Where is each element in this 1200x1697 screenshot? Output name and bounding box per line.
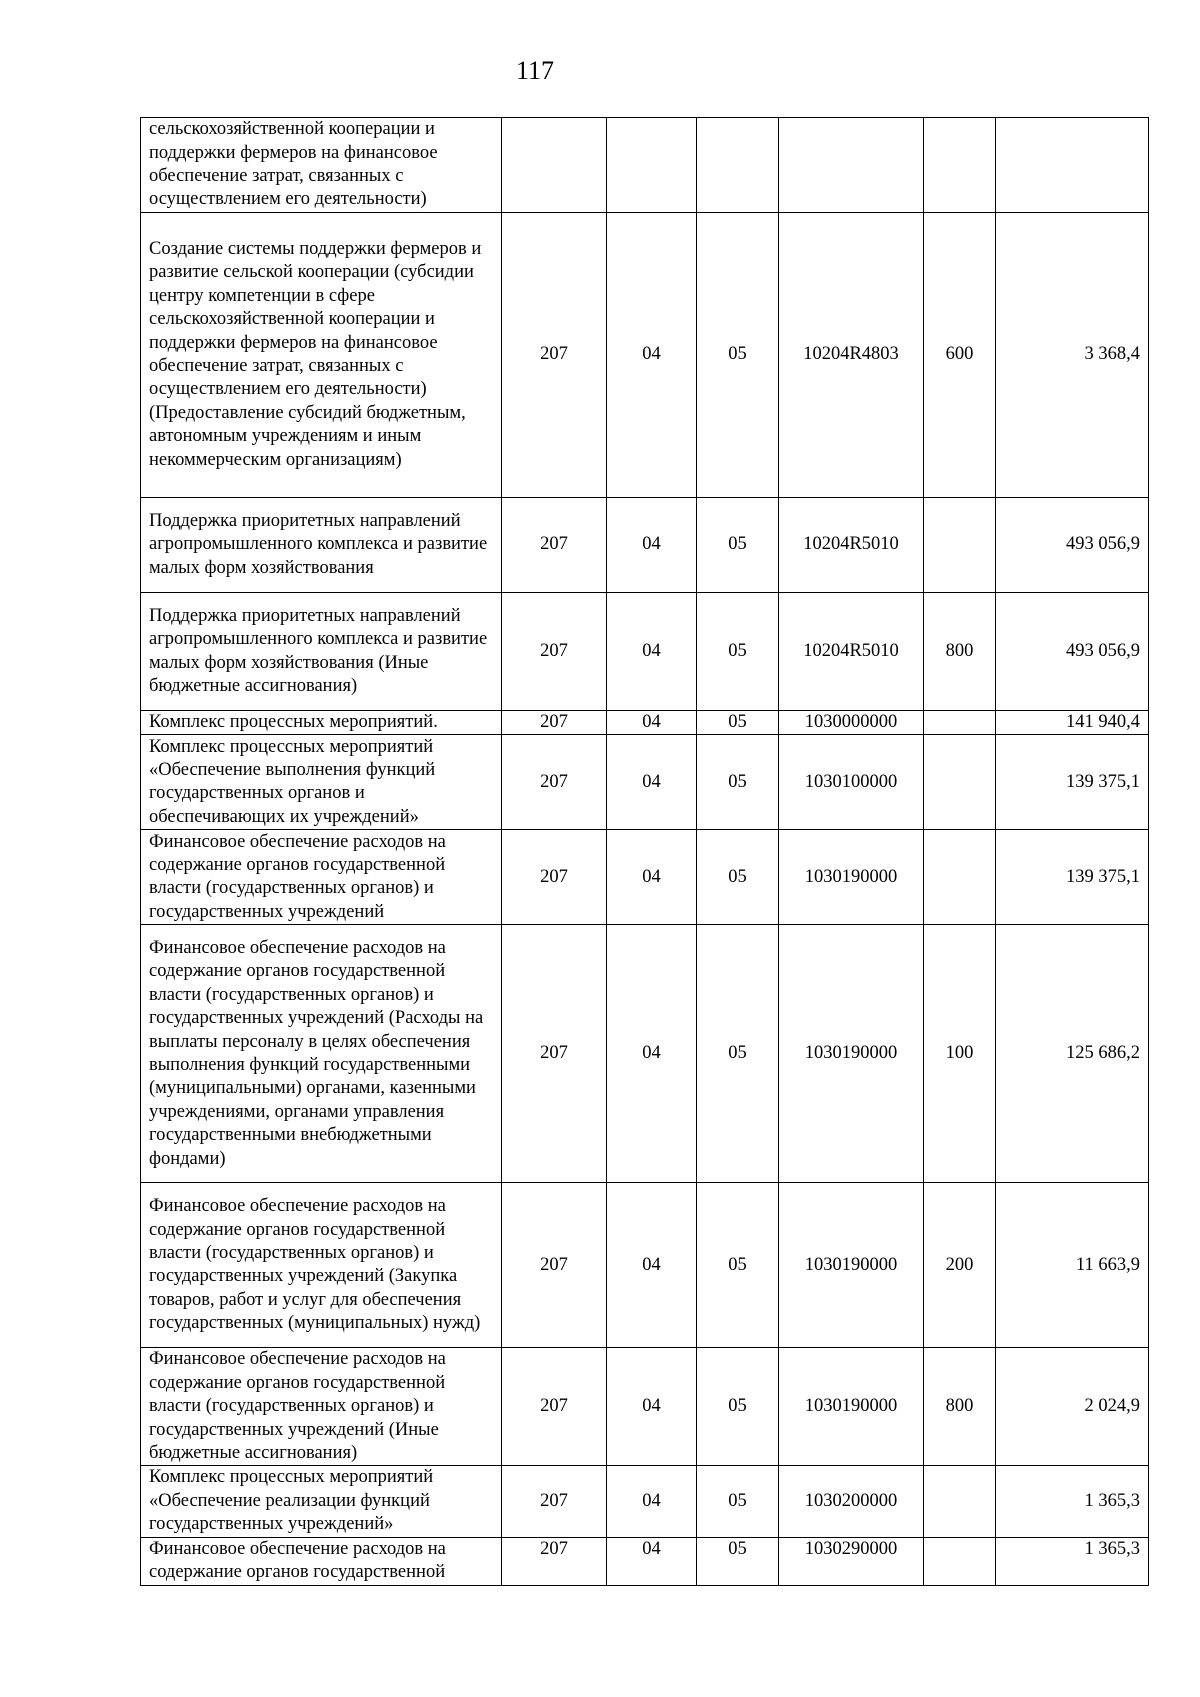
ministry-code: 207 [502, 925, 607, 1183]
subsection-code: 05 [697, 711, 779, 735]
target-code: 1030200000 [779, 1466, 924, 1537]
table-row [141, 213, 1149, 498]
ministry-code: 207 [502, 1348, 607, 1466]
expense-type-code [924, 118, 996, 213]
table-row [141, 593, 1149, 711]
subsection-code: 05 [697, 1348, 779, 1466]
amount: 139 375,1 [996, 830, 1149, 925]
section-code [607, 118, 697, 213]
row-name: Создание системы поддержки фермеров и развитие сельской кооперации (субсидии центру компетенции в сфере сельскохозяйственной кооперации и поддержки фермеров на финансовое обеспечение затрат, связанных с осуществлением его деятельности) (Предоставление субсидий бюджетным, автономным учреждениям и иным некоммерческим организациям) [141, 213, 502, 498]
amount: 3 368,4 [996, 213, 1149, 498]
row-name: Финансовое обеспечение расходов на содержание органов государственной власти (государственных органов) и государственных учреждений [141, 830, 502, 925]
target-code: 1030190000 [779, 830, 924, 925]
section-code: 04 [607, 1183, 697, 1348]
section-code: 04 [607, 1466, 697, 1537]
table-row [141, 711, 1149, 735]
target-code [779, 118, 924, 213]
amount: 493 056,9 [996, 593, 1149, 711]
expense-type-code [924, 498, 996, 593]
subsection-code: 05 [697, 593, 779, 711]
row-name: Финансовое обеспечение расходов на содержание органов государственной [141, 1537, 502, 1585]
row-name: Поддержка приоритетных направлений агропромышленного комплекса и развитие малых форм хозяйствования [141, 498, 502, 593]
expense-type-code: 800 [924, 1348, 996, 1466]
table-row [141, 830, 1149, 925]
expense-type-code: 600 [924, 213, 996, 498]
section-code: 04 [607, 593, 697, 711]
subsection-code [697, 118, 779, 213]
section-code: 04 [607, 213, 697, 498]
table-row [141, 925, 1149, 1183]
ministry-code: 207 [502, 498, 607, 593]
section-code: 04 [607, 830, 697, 925]
row-name: Поддержка приоритетных направлений агропромышленного комплекса и развитие малых форм хозяйствования (Иные бюджетные ассигнования) [141, 593, 502, 711]
target-code: 1030190000 [779, 925, 924, 1183]
row-name: Комплекс процессных мероприятий «Обеспечение реализации функций государственных учреждений» [141, 1466, 502, 1537]
ministry-code: 207 [502, 213, 607, 498]
ministry-code: 207 [502, 1466, 607, 1537]
table-row [141, 735, 1149, 830]
table-row [141, 1348, 1149, 1466]
expense-type-code [924, 711, 996, 735]
row-name: Финансовое обеспечение расходов на содержание органов государственной власти (государственных органов) и государственных учреждений (Закупка товаров, работ и услуг для обеспечения государственных (муниципальных) нужд) [141, 1183, 502, 1348]
amount: 493 056,9 [996, 498, 1149, 593]
ministry-code [502, 118, 607, 213]
amount: 2 024,9 [996, 1348, 1149, 1466]
amount: 1 365,3 [996, 1537, 1149, 1585]
target-code: 1030190000 [779, 1348, 924, 1466]
target-code: 1030290000 [779, 1537, 924, 1585]
table-row [141, 1466, 1149, 1537]
target-code: 10204R5010 [779, 498, 924, 593]
subsection-code: 05 [697, 1537, 779, 1585]
expense-type-code: 800 [924, 593, 996, 711]
expense-type-code [924, 1537, 996, 1585]
expense-type-code: 200 [924, 1183, 996, 1348]
expense-type-code [924, 1466, 996, 1537]
expense-type-code [924, 830, 996, 925]
table-row [141, 1183, 1149, 1348]
section-code: 04 [607, 735, 697, 830]
row-name: Комплекс процессных мероприятий. [141, 711, 502, 735]
ministry-code: 207 [502, 830, 607, 925]
row-name: сельскохозяйственной кооперации и поддержки фермеров на финансовое обеспечение затрат, связанных с осуществлением его деятельности) [141, 118, 502, 213]
target-code: 1030100000 [779, 735, 924, 830]
budget-table [140, 117, 1149, 1586]
expense-type-code [924, 735, 996, 830]
subsection-code: 05 [697, 1183, 779, 1348]
ministry-code: 207 [502, 1183, 607, 1348]
amount: 139 375,1 [996, 735, 1149, 830]
amount: 141 940,4 [996, 711, 1149, 735]
ministry-code: 207 [502, 735, 607, 830]
amount: 125 686,2 [996, 925, 1149, 1183]
row-name: Комплекс процессных мероприятий «Обеспечение выполнения функций государственных органов и обеспечивающих их учреждений» [141, 735, 502, 830]
amount: 1 365,3 [996, 1466, 1149, 1537]
table-row [141, 1537, 1149, 1585]
subsection-code: 05 [697, 735, 779, 830]
subsection-code: 05 [697, 830, 779, 925]
ministry-code: 207 [502, 1537, 607, 1585]
target-code: 1030190000 [779, 1183, 924, 1348]
expense-type-code: 100 [924, 925, 996, 1183]
table-row [141, 498, 1149, 593]
ministry-code: 207 [502, 711, 607, 735]
table-row [141, 118, 1149, 213]
target-code: 1030000000 [779, 711, 924, 735]
section-code: 04 [607, 711, 697, 735]
ministry-code: 207 [502, 593, 607, 711]
section-code: 04 [607, 925, 697, 1183]
section-code: 04 [607, 1348, 697, 1466]
subsection-code: 05 [697, 925, 779, 1183]
target-code: 10204R4803 [779, 213, 924, 498]
subsection-code: 05 [697, 498, 779, 593]
section-code: 04 [607, 498, 697, 593]
page-number: 117 [515, 56, 555, 85]
row-name: Финансовое обеспечение расходов на содержание органов государственной власти (государственных органов) и государственных учреждений (Расходы на выплаты персоналу в целях обеспечения выполнения функций государственными (муниципальными) органами, казенными учреждениями, органами управления государственными внебюджетными фондами) [141, 925, 502, 1183]
subsection-code: 05 [697, 1466, 779, 1537]
amount: 11 663,9 [996, 1183, 1149, 1348]
section-code: 04 [607, 1537, 697, 1585]
row-name: Финансовое обеспечение расходов на содержание органов государственной власти (государственных органов) и государственных учреждений (Иные бюджетные ассигнования) [141, 1348, 502, 1466]
subsection-code: 05 [697, 213, 779, 498]
target-code: 10204R5010 [779, 593, 924, 711]
amount [996, 118, 1149, 213]
